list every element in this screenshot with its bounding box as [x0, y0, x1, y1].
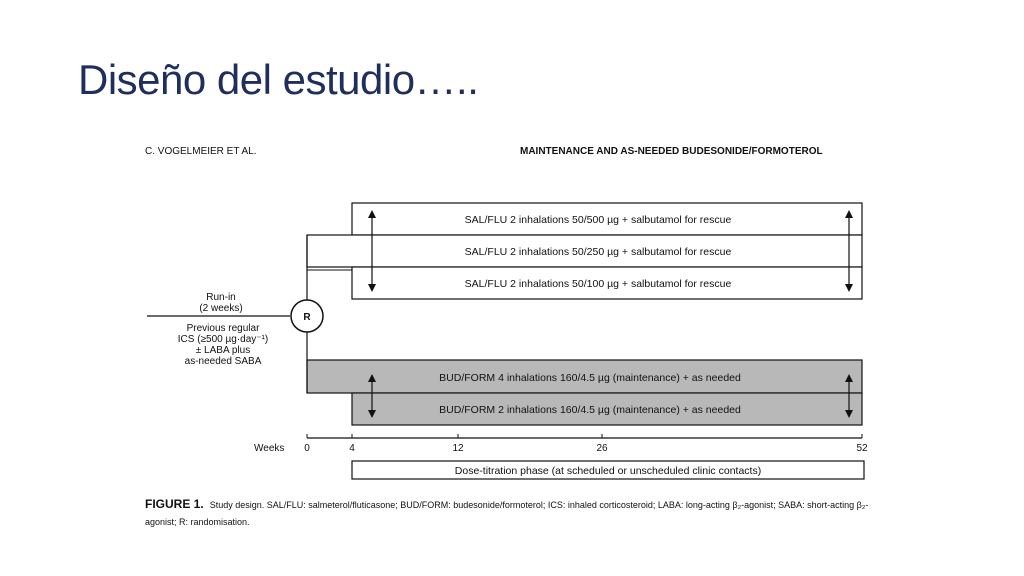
timeline-label-12: 12 [452, 443, 464, 454]
run-in-desc-2: ICS (≥500 µg·day⁻¹) [177, 334, 269, 345]
arm-label-2: SAL/FLU 2 inhalations 50/250 µg + salbutamol for rescue [464, 246, 732, 258]
run-in-desc-4: as-needed SABA [184, 356, 262, 367]
arm-label-1: SAL/FLU 2 inhalations 50/500 µg + salbutamol for rescue [464, 214, 732, 226]
figure-caption-label: FIGURE 1. [145, 497, 204, 511]
timeline-label-26: 26 [596, 443, 608, 454]
slide-title: Diseño del estudio….. [78, 56, 479, 103]
arm-label-3: SAL/FLU 2 inhalations 50/100 µg + salbutamol for rescue [464, 278, 732, 290]
figure-caption-text: Study design. SAL/FLU: salmeterol/fluticasone; BUD/FORM: budesonide/formoterol; ICS: inhaled corticosteroid; LABA: long-acting β₂-agonist; SABA: short-acting β₂-agonist; R: randomisation. [145, 500, 869, 527]
arm-label-5: BUD/FORM 2 inhalations 160/4.5 µg (maintenance) + as needed [439, 404, 741, 416]
run-in-desc-3: ± LABA plus [195, 345, 251, 356]
timeline-label-4: 4 [349, 443, 355, 454]
dose-titration-label: Dose-titration phase (at scheduled or unscheduled clinic contacts) [454, 465, 762, 477]
figure-header-title: MAINTENANCE AND AS-NEEDED BUDESONIDE/FORMOTEROL [520, 146, 823, 157]
randomisation-label: R [303, 312, 311, 323]
timeline-axis-label: Weeks [254, 443, 285, 454]
run-in-duration: (2 weeks) [199, 303, 243, 314]
timeline-label-52: 52 [856, 443, 868, 454]
figure-caption [145, 496, 875, 531]
run-in-title: Run-in [206, 292, 236, 303]
timeline-label-0: 0 [304, 443, 310, 454]
figure-header-author: C. VOGELMEIER ET AL. [145, 146, 257, 157]
arm-label-4: BUD/FORM 4 inhalations 160/4.5 µg (maintenance) + as needed [439, 372, 741, 384]
run-in-desc-1: Previous regular [186, 323, 260, 334]
